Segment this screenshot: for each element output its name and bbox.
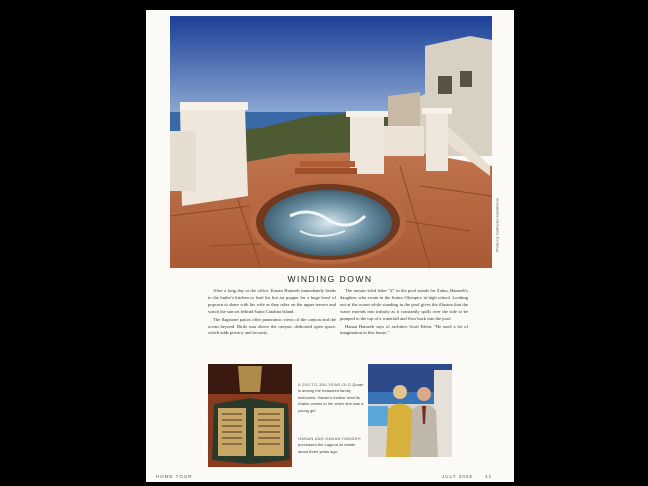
footer-date: JULY 2006 [442,474,473,479]
section-title: WINDING DOWN [287,274,373,284]
quran-photo [208,364,292,467]
couple-portrait-illustration [368,364,452,457]
caption-body: Quran is among the treasured family heirlooms. Hanan's mother read its Arabic verses to her when she was a young girl. [298,382,364,413]
paragraph: The flagstone patios offer panoramic views of the canyon and the ocean beyond. Birds soar above the canyon, dedicated open space, which adds privacy and security. [208,316,336,336]
magazine-page [146,10,514,482]
photo-credit-text: Photo by Nathaniel Hawthorne [494,197,500,253]
article-column-2 [340,288,468,338]
caption-lead: HANAN AND KANAN HAMZEH [298,436,361,441]
paragraph: Hanan Hamzeh says of architect Scott Klein, "He used a lot of imagination in this house." [340,323,468,336]
footer-issue [442,474,492,479]
hero-photo-terrace-spa [170,16,492,268]
caption-owners [298,436,364,455]
caption-quran [298,382,364,414]
terrace-spa-illustration [170,16,492,268]
caption-body: purchased the Laguna lot estate about three years ago. [298,442,356,454]
page-number: 41 [485,474,493,479]
article-column-1 [208,288,336,338]
footer-section-name: HOME TOUR [156,474,193,479]
owners-photo [368,364,452,457]
caption-lead: A 200-TO-300-YEAR-OLD [298,382,352,387]
open-quran-illustration [208,364,292,467]
paragraph: The mosaic-tiled letter "Z" in the pool stands for Zahra, Hamzeh's daughter, who swam in the Junior Olympics in high school. Looking out at the ocean while standing in the pool gives the illusion that the water extends into infinity as it constantly spills over the side to be pumped to the top of a waterfall and flow back into the pool. [340,288,468,321]
photo-credit [493,180,501,270]
paragraph: After a long day at the office, Kanan Hamzeh immediately heads to the butler's kitchen to load his hot air popper for a huge bowl of popcorn to share with his wife as they relax on the upper terrace and watch the sun set behind Santa Catalina Island. [208,288,336,314]
